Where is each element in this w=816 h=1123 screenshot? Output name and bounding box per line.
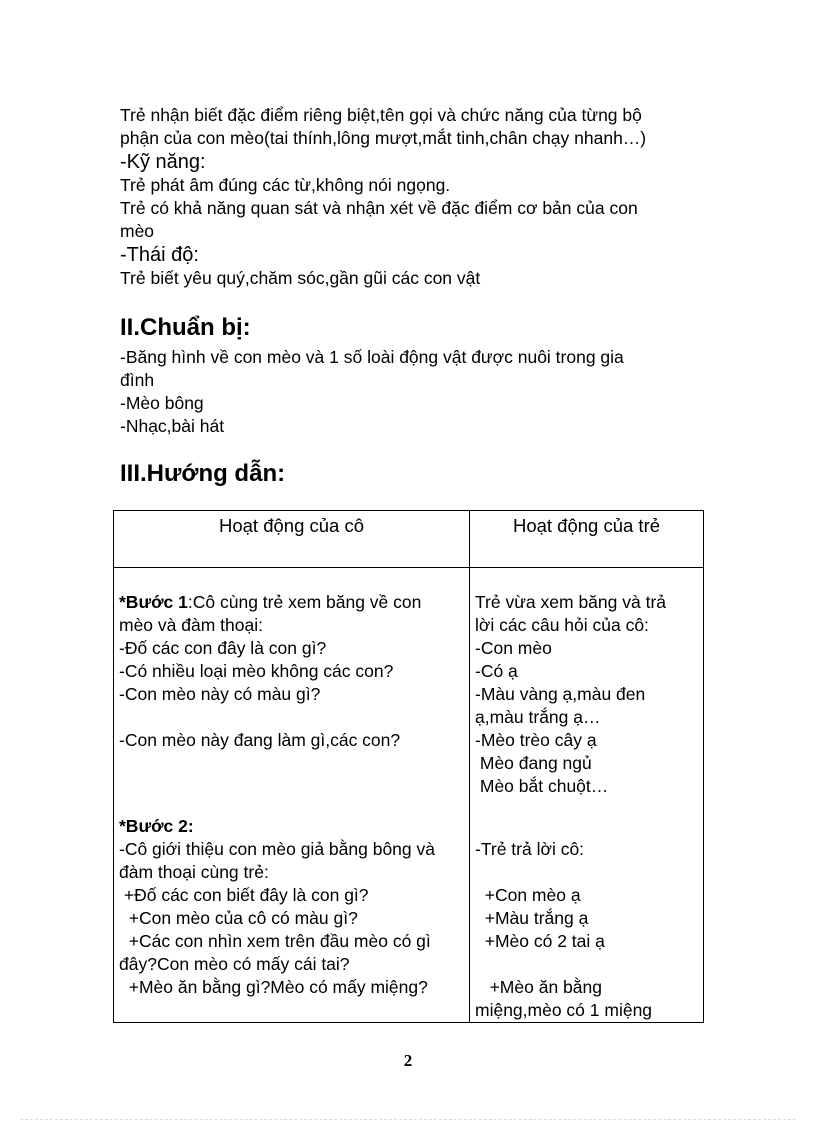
header-child-activity: Hoạt động của trẻ <box>470 511 704 568</box>
step2-line: -Cô giới thiệu con mèo giả bằng bông và <box>119 839 435 859</box>
step2-line: +Mèo ăn bằng gì?Mèo có mấy miệng? <box>119 977 428 997</box>
response-line: Trẻ vừa xem băng và trả <box>475 592 667 612</box>
response-line: miệng,mèo có 1 miệng <box>475 1000 653 1020</box>
teacher-activity-cell <box>114 568 470 1023</box>
text-line: mèo <box>120 221 155 241</box>
objectives-text <box>120 104 710 290</box>
step1-line <box>119 706 465 729</box>
response-line: -Có ạ <box>475 661 518 681</box>
response-line: lời các câu hỏi của cô: <box>475 615 649 635</box>
response-line: -Con mèo <box>475 638 552 658</box>
step2-line: đàm thoại cùng trẻ: <box>119 862 269 882</box>
response-line: +Mèo có 2 tai ạ <box>475 931 605 951</box>
section-heading-preparation: II.Chuẩn bị: <box>120 314 251 341</box>
response-line: +Mèo ăn bằng <box>475 977 602 997</box>
step1-line: mèo và đàm thoại: <box>119 615 263 635</box>
step2-line: +Các con nhìn xem trên đầu mèo có gì <box>119 931 431 951</box>
step2-label: *Bước 2: <box>119 816 194 836</box>
step1-label: *Bước 1 <box>119 592 188 612</box>
list-item: đình <box>120 370 155 390</box>
response-line <box>475 861 699 884</box>
step2-line: +Con mèo của cô có màu gì? <box>119 908 358 928</box>
list-item: -Băng hình về con mèo và 1 số loài động vật được nuôi trong gia <box>120 347 624 367</box>
subheading-attitude: -Thái độ: <box>120 244 199 266</box>
header-teacher-activity: Hoạt động của cô <box>114 511 470 568</box>
text-line: Trẻ có khả năng quan sát và nhận xét về đặc điểm cơ bản của con <box>120 198 638 218</box>
step1-line: -Đố các con đây là con gì? <box>119 638 327 658</box>
response-line: +Con mèo ạ <box>475 885 581 905</box>
text-line: Trẻ biết yêu quý,chăm sóc,gần gũi các con vật <box>120 268 481 288</box>
response-line: Mèo bắt chuột… <box>475 776 609 796</box>
response-line: Mèo đang ngủ <box>475 753 592 773</box>
table-header-row <box>114 511 704 568</box>
step1-line: *Bước 1:Cô cùng trẻ xem băng về con <box>119 592 422 612</box>
section-heading-guidance: III.Hướng dẫn: <box>120 460 286 487</box>
page-number: 2 <box>403 1051 413 1070</box>
text-line: Trẻ phát âm đúng các từ,không nói ngọng. <box>120 175 451 195</box>
response-line: -Trẻ trả lời cô: <box>475 839 585 859</box>
preparation-list <box>120 346 710 438</box>
list-item: -Nhạc,bài hát <box>120 416 225 436</box>
step1-line: -Có nhiều loại mèo không các con? <box>119 661 394 681</box>
response-line: -Mèo trèo cây ạ <box>475 730 597 750</box>
text-line: phận của con mèo(tai thính,lông mượt,mắt tinh,chân chạy nhanh…) <box>120 128 647 148</box>
page-bottom-rule <box>20 1119 796 1120</box>
step1-line: -Con mèo này có màu gì? <box>119 684 321 704</box>
child-activity-cell <box>470 568 704 1023</box>
response-line: -Màu vàng ạ,màu đen <box>475 684 646 704</box>
text-line: Trẻ nhận biết đặc điểm riêng biệt,tên gọi và chức năng của từng bộ <box>120 105 642 125</box>
list-item: -Mèo bông <box>120 393 204 413</box>
step2-line: +Đố các con biết đây là con gì? <box>119 885 369 905</box>
response-line <box>475 953 699 976</box>
subheading-skills: -Kỹ năng: <box>120 151 206 173</box>
response-line: ạ,màu trắng ạ… <box>475 707 601 727</box>
table-row <box>114 568 704 1023</box>
step2-line: đây?Con mèo có mấy cái tai? <box>119 954 350 974</box>
response-line: +Màu trắng ạ <box>475 908 589 928</box>
step1-line: -Con mèo này đang làm gì,các con? <box>119 730 401 750</box>
activity-table <box>113 510 704 1023</box>
